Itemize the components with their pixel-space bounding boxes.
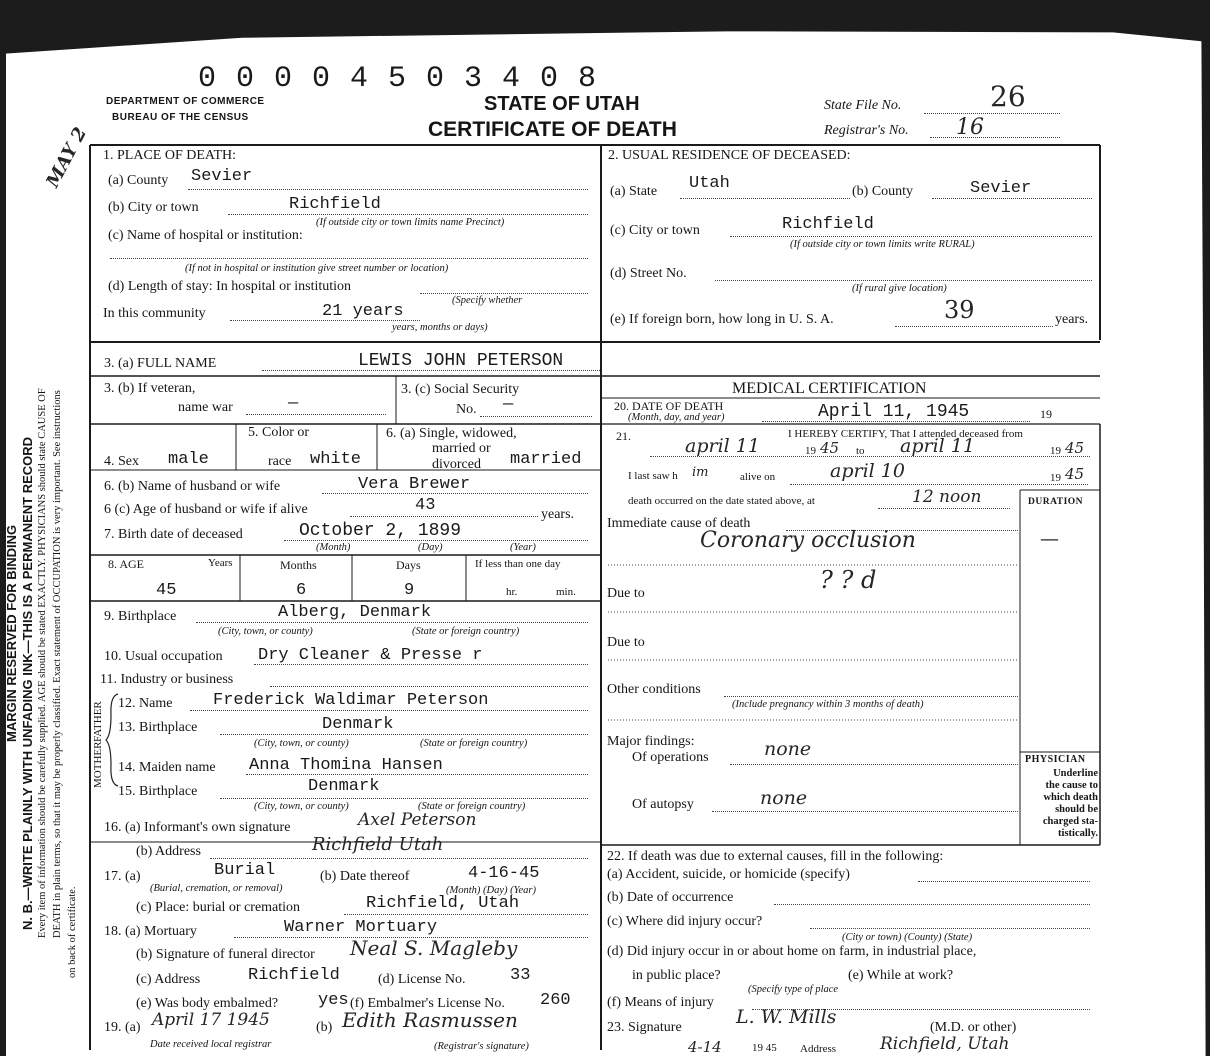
immediate-cause: Coronary occlusion <box>700 528 916 553</box>
burial-date: 4-16-45 <box>468 864 540 883</box>
spouse-age-label: 6 (c) Age of husband or wife if alive <box>104 502 308 517</box>
external-c-note: (City or town) (County) (State) <box>842 932 973 943</box>
physician-note-line: should be <box>1055 804 1098 815</box>
father-city-note: (City, town, or county) <box>254 738 349 749</box>
serial-number: 0 0 0 0 4 5 0 3 4 0 8 <box>198 62 598 96</box>
foreign-years-label: years. <box>1055 312 1089 327</box>
death-city-label: (b) City or town <box>108 200 199 215</box>
father-side-label: FATHER <box>92 701 104 742</box>
registrar-number: 16 <box>956 115 984 140</box>
birthplace-state-note: (State or foreign country) <box>412 626 520 637</box>
informant-address: Richfield Utah <box>312 834 444 855</box>
attended-to: april 11 <box>900 435 975 457</box>
physician-label: PHYSICIAN <box>1025 754 1086 765</box>
margin-permanent-record: N. B.—WRITE PLAINLY WITH UNFADING INK—THIS IS A PERMANENT RECORD <box>20 436 35 930</box>
received-stamp: MAY 2 <box>42 123 92 191</box>
foreign-born-years: 39 <box>944 296 975 324</box>
father-name-label: 12. Name <box>118 696 173 711</box>
foreign-born-label: (e) If foreign born, how long in U. S. A. <box>610 312 834 327</box>
occurred-label: death occurred on the date stated above, at <box>628 495 815 507</box>
external-b: (b) Date of occurrence <box>607 890 734 905</box>
duration-label: DURATION <box>1028 497 1084 507</box>
external-d: (d) Did injury occur in or about home on farm, in industrial place, <box>607 944 977 959</box>
external-heading: 22. If death was due to external causes, fill in the following: <box>607 849 944 864</box>
color-label: 5. Color or <box>248 425 310 440</box>
last-saw-him: im <box>692 465 709 480</box>
death-date-year-suffix: 19 <box>1040 407 1052 421</box>
physician-note-line: the cause to <box>1045 780 1098 791</box>
immediate-cause-label: Immediate cause of death <box>607 516 751 531</box>
birth-year-label: (Year) <box>510 542 536 553</box>
alive-on: april 10 <box>830 460 905 482</box>
res-state-label: (a) State <box>610 184 658 199</box>
age-months: 6 <box>296 581 307 600</box>
signature-address: Richfield, Utah <box>880 1034 1010 1054</box>
funeral-director-signature: Neal S. Magleby <box>350 936 518 960</box>
physician-note-line: tistically. <box>1058 828 1098 839</box>
burial-label: 17. (a) <box>104 869 141 884</box>
hospital-label: (c) Name of hospital or institution: <box>108 228 303 243</box>
spouse-years-label: years. <box>541 507 575 522</box>
to-label: to <box>856 445 865 457</box>
mortuary-address-label: (c) Address <box>136 972 201 987</box>
medical-heading: MEDICAL CERTIFICATION <box>732 380 927 397</box>
ss-label: 3. (c) Social Security <box>401 382 520 397</box>
physician-note-line: charged sta- <box>1042 816 1098 827</box>
death-city-note: (If outside city or town limits name Precinct) <box>316 217 505 228</box>
res-city-note: (If outside city or town limits write RURAL) <box>790 239 975 250</box>
burial-place: Richfield, Utah <box>366 894 520 913</box>
burial-date-note: (Month) (Day) (Year) <box>446 885 537 896</box>
informant-signature-label: 16. (a) Informant's own signature <box>104 820 291 835</box>
dept-line-2: BUREAU OF THE CENSUS <box>112 112 249 123</box>
certify-number: 21. <box>616 429 631 443</box>
registrar-date-note: Date received local registrar <box>150 1039 272 1050</box>
spouse-age: 43 <box>415 496 436 515</box>
hospital-note: (If not in hospital or institution give street number or location) <box>185 263 449 274</box>
attended-from-year-prefix: 19 <box>805 445 816 457</box>
less-than-day-label: If less than one day <box>475 558 561 570</box>
license-label: (d) License No. <box>378 972 466 987</box>
due-to: ? ? d <box>820 566 877 594</box>
ss-no-label: No. <box>456 402 477 417</box>
external-e: (e) While at work? <box>848 968 954 983</box>
burial-place-label: (c) Place: burial or cremation <box>136 900 301 915</box>
war-label: name war <box>178 400 233 415</box>
race: white <box>310 450 362 469</box>
industry-label: 11. Industry or business <box>100 672 234 687</box>
death-date-sub: (Month, day, and year) <box>628 412 725 423</box>
age-years: 45 <box>156 581 177 600</box>
father-name: Frederick Waldimar Peterson <box>213 691 489 710</box>
signature-year: 19 45 <box>752 1042 777 1054</box>
attended-from: april 11 <box>685 435 760 457</box>
hr-label: hr. <box>506 586 518 598</box>
external-f: (f) Means of injury <box>607 995 714 1010</box>
marital-status: married <box>510 450 582 469</box>
due-to-label: Due to <box>607 586 645 601</box>
community-note: years, months or days) <box>392 322 488 333</box>
death-county: Sevier <box>191 167 253 186</box>
attended-to-year: 45 <box>1065 439 1085 457</box>
birth-date-label: 7. Birth date of deceased <box>104 527 243 542</box>
due-to-2-label: Due to <box>607 635 645 650</box>
occurred-time: 12 noon <box>912 487 982 507</box>
birthplace-label: 9. Birthplace <box>104 609 177 624</box>
occupation: Dry Cleaner & Presse r <box>258 646 483 665</box>
marital-label-3: divorced <box>432 457 481 472</box>
mortuary-address: Richfield <box>248 966 340 985</box>
residence-heading: 2. USUAL RESIDENCE OF DECEASED: <box>608 148 851 163</box>
length-of-stay-label: (d) Length of stay: In hospital or institution <box>108 279 352 294</box>
funeral-director-label: (b) Signature of funeral director <box>136 947 315 962</box>
sex: male <box>168 450 209 469</box>
death-date-label: 20. DATE OF DEATH <box>614 399 724 413</box>
margin-instructions-3: on back of certificate. <box>67 886 78 978</box>
age-label: 8. AGE <box>108 557 144 571</box>
external-d-note: (Specify type of place <box>748 984 839 995</box>
occupation-label: 10. Usual occupation <box>104 649 223 664</box>
physician-signature-label: 23. Signature <box>607 1020 682 1035</box>
margin-instructions-2: DEATH in plain terms, so that it may be properly classified. Exact statement of OCCUPATION is very important. See instructions <box>52 390 63 938</box>
mortuary-name: Warner Mortuary <box>284 918 438 937</box>
informant-address-label: (b) Address <box>136 844 201 859</box>
spouse-label: 6. (b) Name of husband or wife <box>104 479 281 494</box>
physician-note-line: which death <box>1043 792 1098 803</box>
res-state: Utah <box>689 174 730 193</box>
full-name-label: 3. (a) FULL NAME <box>104 356 217 371</box>
major-findings-label: Major findings: <box>607 734 695 749</box>
embalmed-label: (e) Was body embalmed? <box>136 996 279 1011</box>
external-a: (a) Accident, suicide, or homicide (specify) <box>607 867 850 882</box>
marital-label-1: 6. (a) Single, widowed, <box>386 426 517 441</box>
burial-date-label: (b) Date thereof <box>320 869 410 884</box>
physician-note <box>1022 768 1098 840</box>
attended-from-year: 45 <box>820 439 840 457</box>
alive-year-prefix: 19 <box>1050 472 1061 484</box>
mortuary-label: 18. (a) Mortuary <box>104 924 197 939</box>
father-birthplace: Denmark <box>322 715 394 734</box>
attended-to-year-prefix: 19 <box>1050 445 1061 457</box>
mother-city-note: (City, town, or county) <box>254 801 349 812</box>
res-street-label: (d) Street No. <box>610 266 687 281</box>
community-duration: 21 years <box>322 302 404 321</box>
signature-date: 4-14 <box>688 1038 722 1056</box>
autopsy-label: Of autopsy <box>632 797 694 812</box>
spouse-name: Vera Brewer <box>358 475 471 494</box>
operations: none <box>764 738 812 760</box>
res-city-label: (c) City or town <box>610 223 700 238</box>
state-file-label: State File No. <box>824 98 902 113</box>
embalmer-license: 260 <box>540 991 571 1010</box>
md-label: (M.D. or other) <box>930 1020 1017 1035</box>
burial-method-note: (Burial, cremation, or removal) <box>150 883 283 894</box>
sex-label: 4. Sex <box>104 454 139 469</box>
res-county-label: (b) County <box>852 184 914 199</box>
mother-name-label: 14. Maiden name <box>118 760 216 775</box>
mother-side-label: MOTHER <box>92 741 104 788</box>
registrar-sig-note: (Registrar's signature) <box>434 1041 529 1052</box>
specify-note: (Specify whether <box>452 295 523 306</box>
veteran-value: — <box>288 394 299 413</box>
res-city: Richfield <box>782 215 874 234</box>
last-saw-label: I last saw h <box>628 470 678 482</box>
death-county-label: (a) County <box>108 173 169 188</box>
registrar-b-label: (b) <box>316 1020 333 1035</box>
margin-binding-note: MARGIN RESERVED FOR BINDING <box>4 524 19 742</box>
full-name: LEWIS JOHN PETERSON <box>358 351 564 371</box>
state-file-number: 26 <box>990 80 1026 113</box>
place-of-death-heading: 1. PLACE OF DEATH: <box>103 148 237 163</box>
birth-day-label: (Day) <box>418 542 443 553</box>
other-conditions-note: (Include pregnancy within 3 months of death) <box>732 699 924 710</box>
burial-method: Burial <box>214 861 276 880</box>
res-county: Sevier <box>970 179 1032 198</box>
embalmed-value: yes <box>318 991 349 1010</box>
state-title: STATE OF UTAH <box>484 93 640 115</box>
death-city: Richfield <box>289 195 381 214</box>
registrar-row-label: 19. (a) <box>104 1020 141 1035</box>
physician-note-line: Underline <box>1053 768 1098 779</box>
dept-line-1: DEPARTMENT OF COMMERCE <box>106 96 265 107</box>
registrar-date: April 17 1945 <box>152 1010 270 1030</box>
mother-birthplace: Denmark <box>308 777 380 796</box>
father-state-note: (State or foreign country) <box>420 738 528 749</box>
race-label: race <box>268 454 292 469</box>
res-street-note: (If rural give location) <box>852 283 947 294</box>
alive-year: 45 <box>1065 465 1085 483</box>
registrar-signature: Edith Rasmussen <box>342 1008 518 1032</box>
alive-on-label: alive on <box>740 471 776 483</box>
father-birthplace-label: 13. Birthplace <box>118 720 198 735</box>
margin-instructions-1: Every item of information should be carefully supplied. AGE should be stated EXACTLY. PHYSICIANS should state CAUSE OF <box>37 388 48 938</box>
age-days-label: Days <box>396 558 421 572</box>
informant-signature: Axel Peterson <box>358 810 477 830</box>
birth-month-label: (Month) <box>316 542 351 553</box>
certify-text: I HEREBY CERTIFY, That I attended deceased from <box>788 428 1023 440</box>
autopsy: none <box>760 787 808 809</box>
signature-address-label: Address <box>800 1043 837 1055</box>
immediate-duration: — <box>1040 528 1059 550</box>
birth-date: October 2, 1899 <box>299 521 462 541</box>
license-number: 33 <box>510 966 531 985</box>
birthplace-city-note: (City, town, or county) <box>218 626 313 637</box>
age-months-label: Months <box>280 558 317 572</box>
external-c: (c) Where did injury occur? <box>607 914 763 929</box>
mother-name: Anna Thomina Hansen <box>249 756 443 775</box>
min-label: min. <box>556 586 576 598</box>
other-conditions-label: Other conditions <box>607 682 701 697</box>
registrar-label: Registrar's No. <box>824 123 909 138</box>
embalmer-license-label: (f) Embalmer's License No. <box>350 996 505 1011</box>
death-date: April 11, 1945 <box>818 402 970 422</box>
operations-label: Of operations <box>632 750 709 765</box>
marital-label-2: married or <box>432 441 491 456</box>
external-d2: in public place? <box>632 968 721 983</box>
birthplace: Alberg, Denmark <box>278 603 432 622</box>
community-label: In this community <box>103 306 206 321</box>
physician-signature: L. W. Mills <box>736 1006 837 1028</box>
mother-birthplace-label: 15. Birthplace <box>118 784 198 799</box>
veteran-label: 3. (b) If veteran, <box>104 381 196 396</box>
mother-state-note: (State or foreign country) <box>418 801 526 812</box>
age-days: 9 <box>404 581 415 600</box>
certificate-title: CERTIFICATE OF DEATH <box>428 118 677 141</box>
ss-value: — <box>503 395 514 414</box>
age-years-label: Years <box>208 557 233 569</box>
